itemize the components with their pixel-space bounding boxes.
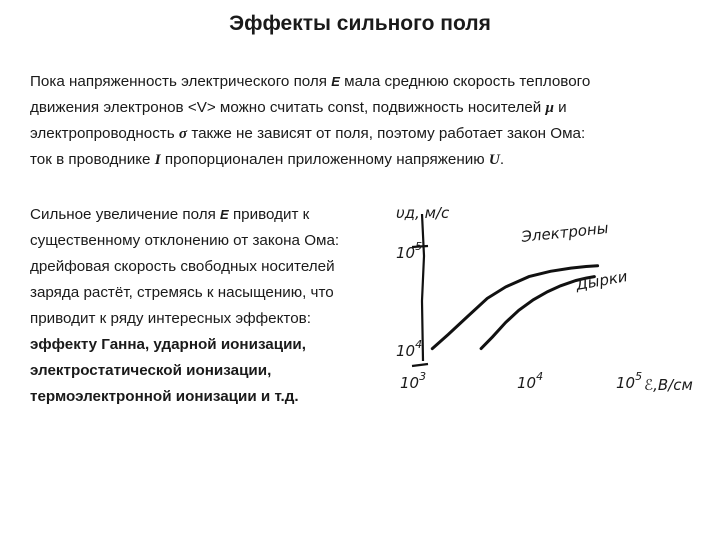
intro-line-1 — [30, 69, 690, 95]
intro-paragraph — [30, 69, 690, 173]
y-tick-lower — [412, 364, 428, 366]
voltage-symbol: U — [488, 151, 500, 168]
drift-velocity-chart — [372, 196, 707, 396]
field-symbol: E — [220, 207, 229, 222]
intro-line-2 — [30, 95, 690, 121]
y-tick-label: $10^5$ — [396, 240, 423, 262]
mobility-symbol: μ — [545, 99, 554, 116]
field-symbol: E — [331, 74, 340, 89]
body-line-4: заряда растёт, стремясь к насыщению, что — [30, 284, 334, 301]
text-span: . — [499, 151, 505, 168]
body-line-1 — [30, 202, 378, 228]
x-tick-label: $10^3$ — [400, 370, 427, 392]
series-label: Дырки — [574, 267, 629, 294]
text-span: электропроводность — [30, 125, 179, 142]
text-span: ток в проводнике — [30, 151, 155, 168]
effects-line-2: электростатической ионизации, — [30, 362, 272, 379]
text-span: и — [553, 99, 567, 116]
intro-line-3 — [30, 121, 690, 147]
text-span: Пока напряженность электрического поля — [30, 73, 332, 90]
text-span: приводит к — [228, 206, 310, 223]
effects-line-1: эффекту Ганна, ударной ионизации, — [30, 336, 306, 353]
body-line-2: существенному отклонению от закона Ома: — [30, 232, 340, 249]
conductivity-symbol: σ — [178, 125, 188, 142]
strong-field-paragraph — [30, 202, 378, 410]
series-label: Электроны — [520, 218, 610, 246]
effects-line-3: термоэлектронной ионизации и т.д. — [30, 388, 299, 405]
x-tick-label: $10^5$ — [616, 370, 643, 392]
text-span: Сильное увеличение поля — [30, 206, 221, 223]
text-span: мала среднюю скорость теплового — [339, 73, 591, 90]
slide-title: Эффекты сильного поля — [229, 12, 491, 35]
x-axis-label: ℰ,В/см — [644, 376, 693, 394]
y-tick-label: $10^4$ — [396, 338, 423, 360]
y-axis-label: υд, м/с — [396, 204, 450, 222]
current-symbol: I — [154, 151, 161, 168]
text-span: движения электронов <V> можно считать const, подвижность носителей — [30, 99, 546, 116]
series-line-1 — [432, 266, 597, 349]
text-span: также не зависят от поля, поэтому работает закон Ома: — [187, 125, 586, 142]
text-span: пропорционален приложенному напряжению — [160, 151, 489, 168]
y-axis — [422, 214, 424, 361]
body-line-3: дрейфовая скорость свободных носителей — [30, 258, 335, 275]
x-tick-label: $10^4$ — [517, 370, 544, 392]
intro-line-4 — [30, 147, 690, 173]
body-line-5: приводит к ряду интересных эффектов: — [30, 310, 311, 327]
